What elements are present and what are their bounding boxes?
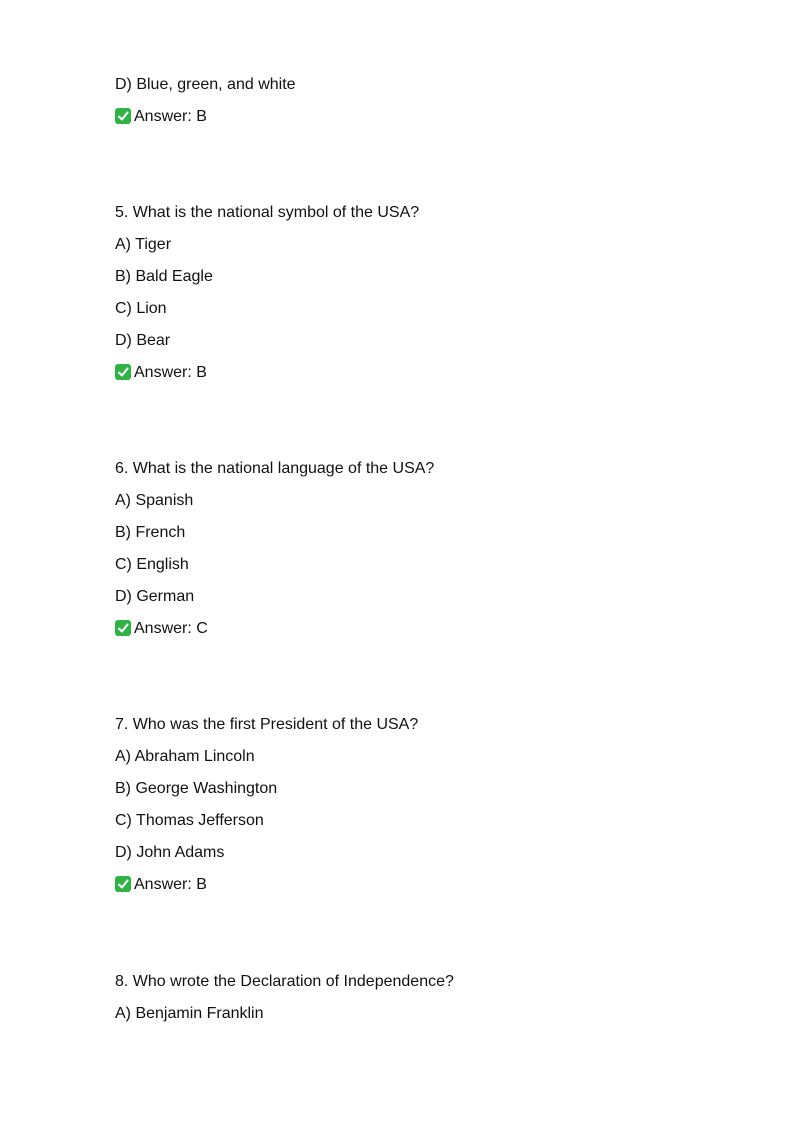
question-title: 5. What is the national symbol of the USA? bbox=[115, 204, 420, 221]
question-title: 7. Who was the first President of the USA? bbox=[115, 716, 419, 733]
option-d: D) Bear bbox=[115, 332, 171, 349]
answer-line bbox=[115, 619, 208, 639]
answer-text: Answer: B bbox=[134, 876, 207, 893]
option-b: B) Bald Eagle bbox=[115, 268, 213, 285]
answer-line bbox=[115, 875, 207, 895]
option-a: A) Spanish bbox=[115, 492, 194, 509]
answer-line bbox=[115, 107, 207, 127]
answer-text: Answer: B bbox=[134, 364, 207, 381]
option-c: C) Lion bbox=[115, 300, 167, 317]
answer-line bbox=[115, 363, 207, 383]
check-mark-icon bbox=[115, 108, 131, 124]
answer-text: Answer: C bbox=[134, 620, 208, 637]
check-mark-icon bbox=[115, 364, 131, 380]
option-d: D) German bbox=[115, 588, 195, 605]
option-d: D) Blue, green, and white bbox=[115, 76, 296, 93]
option-c: C) Thomas Jefferson bbox=[115, 812, 264, 829]
check-mark-icon bbox=[115, 876, 131, 892]
option-b: B) French bbox=[115, 524, 186, 541]
question-title: 6. What is the national language of the USA? bbox=[115, 460, 435, 477]
option-a: A) Abraham Lincoln bbox=[115, 748, 255, 765]
option-d: D) John Adams bbox=[115, 844, 225, 861]
option-a: A) Tiger bbox=[115, 236, 172, 253]
option-b: B) George Washington bbox=[115, 780, 278, 797]
question-title: 8. Who wrote the Declaration of Independence? bbox=[115, 973, 454, 990]
check-mark-icon bbox=[115, 620, 131, 636]
option-c: C) English bbox=[115, 556, 189, 573]
option-a: A) Benjamin Franklin bbox=[115, 1005, 264, 1022]
answer-text: Answer: B bbox=[134, 108, 207, 125]
